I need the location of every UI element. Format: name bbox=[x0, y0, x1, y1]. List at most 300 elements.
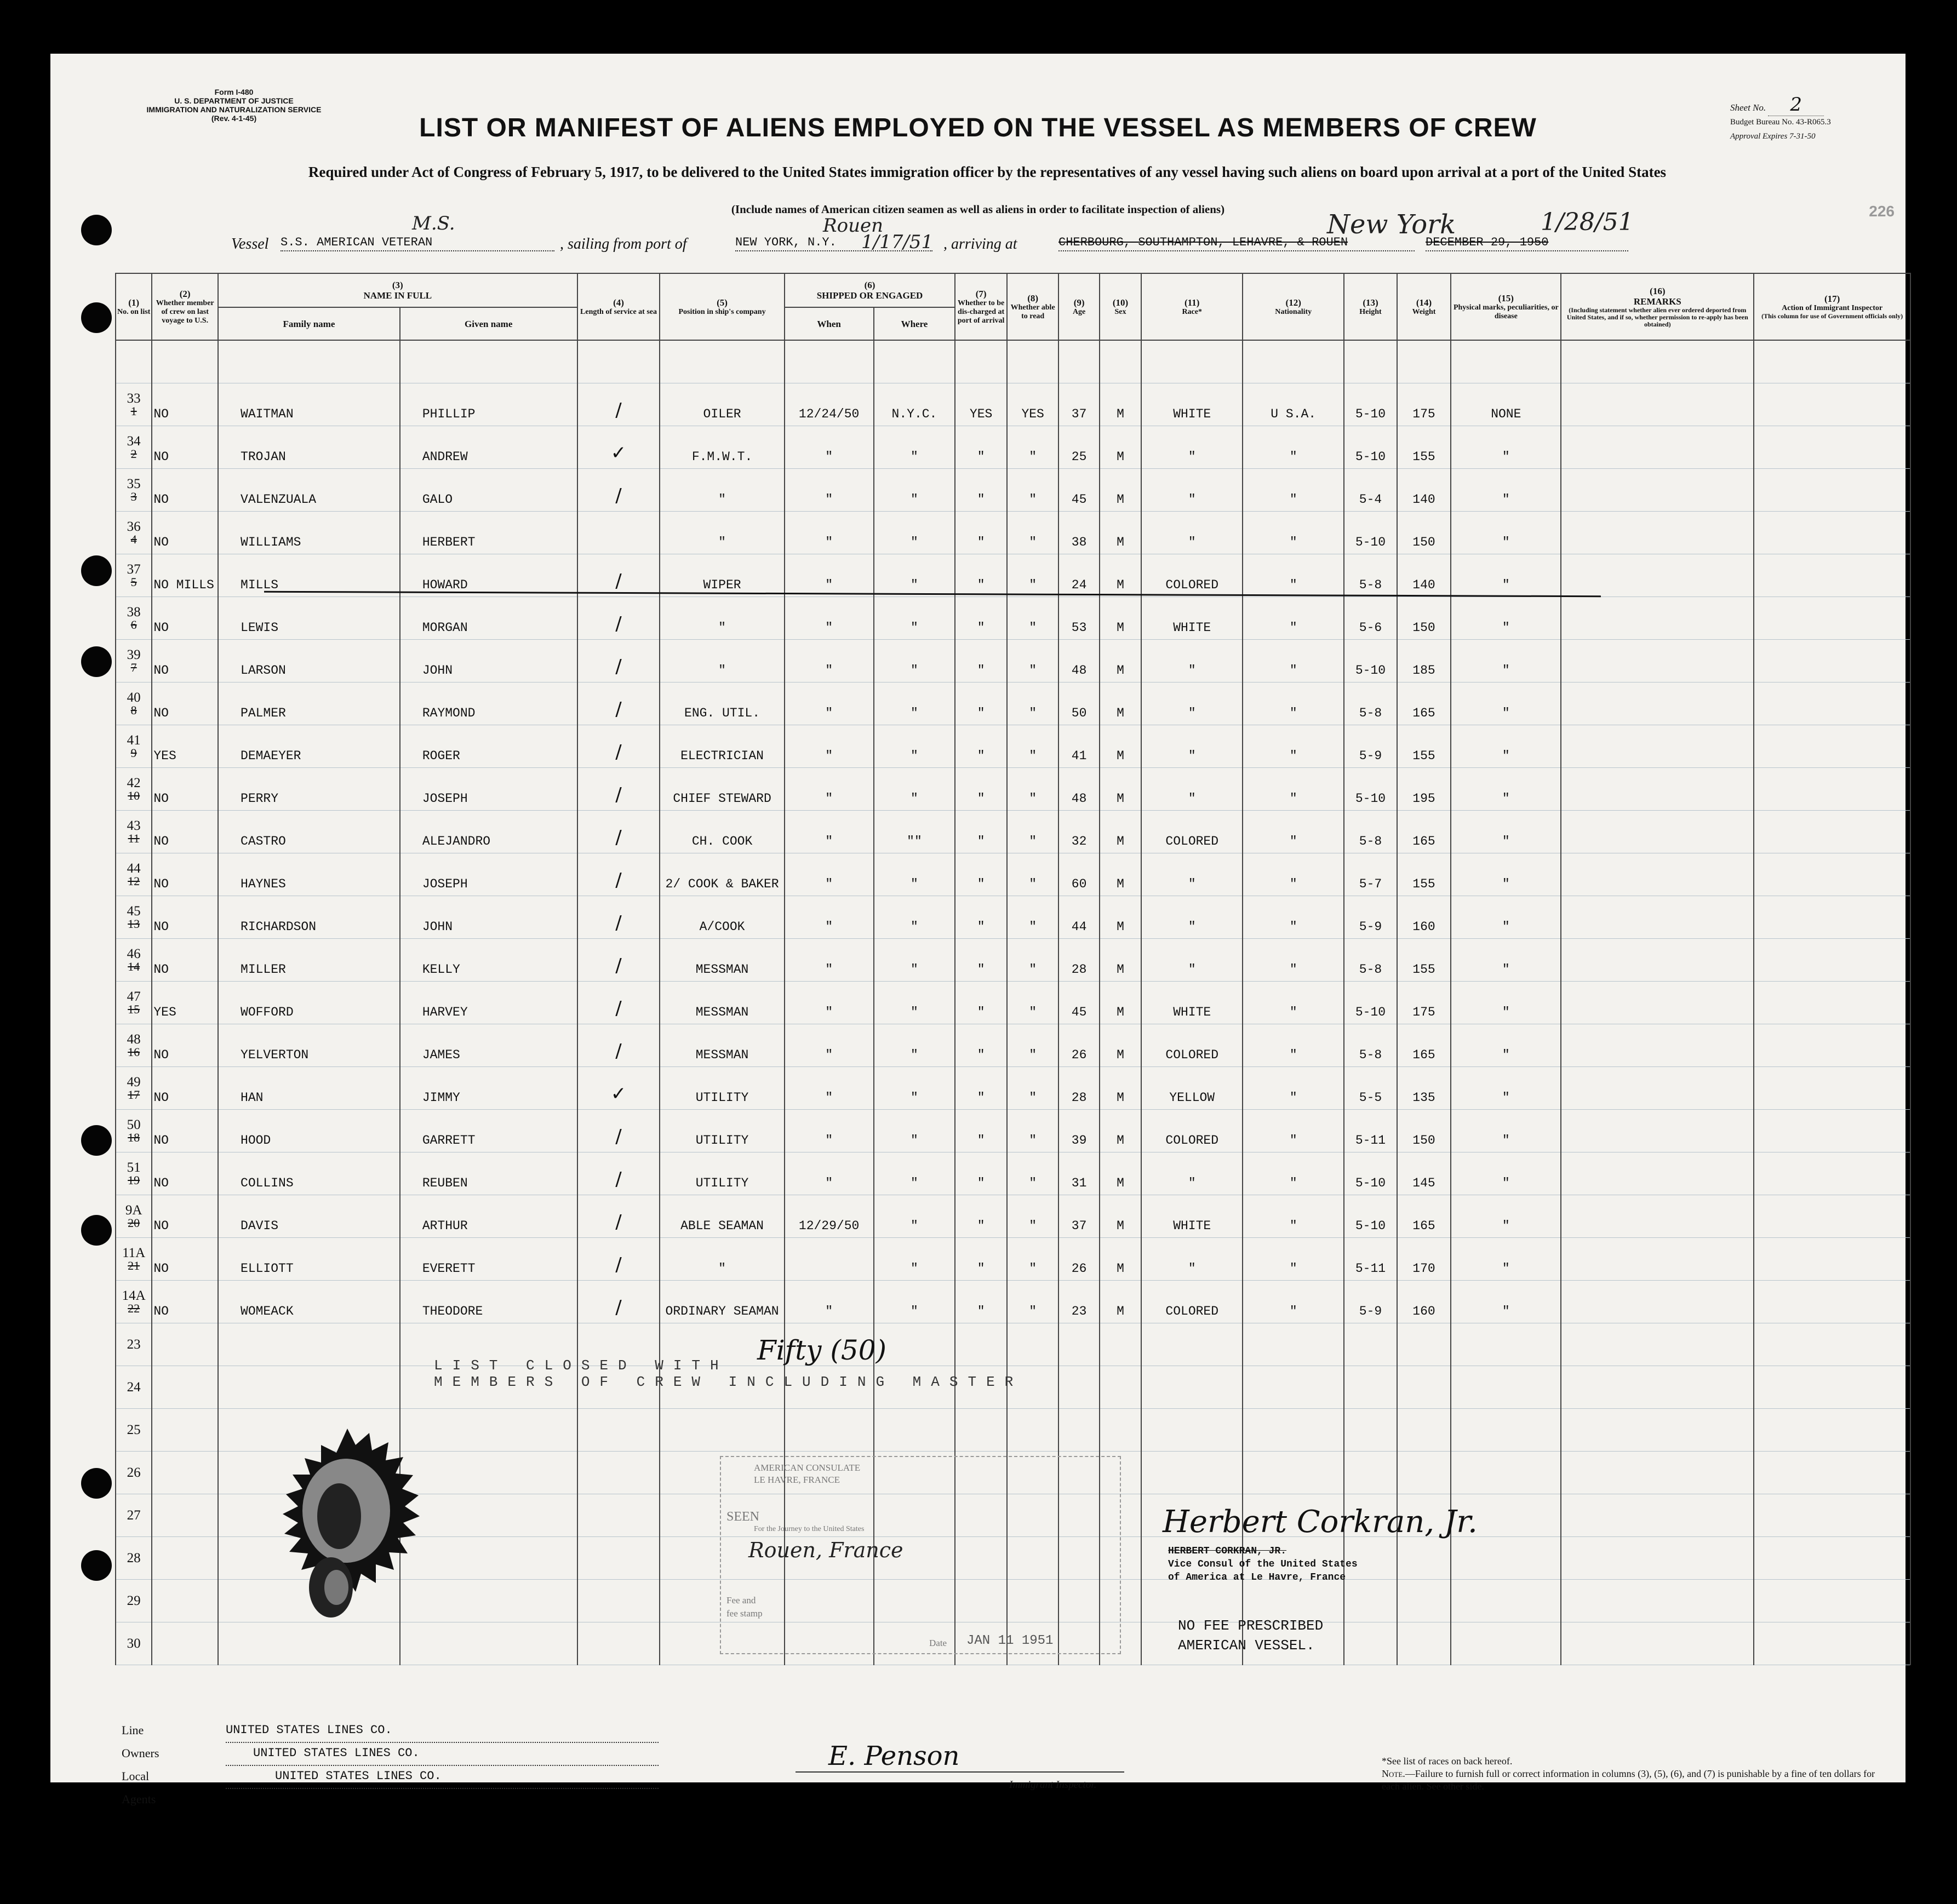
cell-given: HERBERT bbox=[400, 512, 577, 554]
cell-family: PALMER bbox=[218, 683, 400, 725]
fifty-handwritten: Fifty (50) bbox=[757, 1334, 887, 1366]
cell-when: " bbox=[785, 426, 874, 469]
cell-remarks bbox=[1561, 982, 1754, 1024]
cell-given: JIMMY bbox=[400, 1067, 577, 1110]
cell-service: / bbox=[577, 896, 660, 939]
row-number-original: 15 bbox=[128, 1002, 140, 1016]
cell-family: HOOD bbox=[218, 1110, 400, 1152]
cell-height bbox=[1344, 1323, 1397, 1366]
cell-position: MESSMAN bbox=[660, 1024, 784, 1067]
cell-weight bbox=[1397, 1452, 1451, 1494]
row-number-value: 25 bbox=[127, 1422, 141, 1437]
row-number bbox=[116, 1409, 152, 1452]
col-given-header: Given name bbox=[400, 307, 577, 340]
cell-sex bbox=[1100, 1366, 1141, 1409]
cell-service bbox=[577, 1452, 660, 1494]
cell-service: / bbox=[577, 725, 660, 768]
cell-nationality: " bbox=[1243, 768, 1344, 811]
cell-service: / bbox=[577, 1281, 660, 1323]
cell-read: " bbox=[1007, 683, 1059, 725]
cell-remarks bbox=[1561, 1366, 1754, 1409]
cell-height: 5-9 bbox=[1344, 896, 1397, 939]
cell-when: " bbox=[785, 1152, 874, 1195]
cell-height bbox=[1344, 1622, 1397, 1665]
col-race-header: (11) Race* bbox=[1141, 273, 1243, 340]
cell-action bbox=[1754, 1238, 1910, 1281]
cell-position: A/COOK bbox=[660, 896, 784, 939]
cell-action bbox=[1754, 683, 1910, 725]
punch-hole bbox=[81, 1125, 112, 1156]
cell-family: LEWIS bbox=[218, 597, 400, 640]
row-number-original: 18 bbox=[128, 1130, 140, 1144]
cell-height: 5-8 bbox=[1344, 811, 1397, 853]
cell-weight: 150 bbox=[1397, 512, 1451, 554]
consul-title-2: of America at Le Havre, France bbox=[1168, 1572, 1346, 1583]
cell-service bbox=[577, 1409, 660, 1452]
cell-position: ABLE SEAMAN bbox=[660, 1195, 784, 1238]
cell-last: NO bbox=[152, 853, 218, 896]
cell-marks: " bbox=[1451, 1238, 1561, 1281]
cell-marks: " bbox=[1451, 1110, 1561, 1152]
cell-action bbox=[1754, 1323, 1910, 1366]
cell-weight: 175 bbox=[1397, 383, 1451, 426]
cell-age bbox=[1058, 1409, 1099, 1452]
cell-marks: " bbox=[1451, 982, 1561, 1024]
cell-weight bbox=[1397, 1622, 1451, 1665]
cell-age: 44 bbox=[1058, 896, 1099, 939]
table-row bbox=[116, 597, 1910, 640]
cell-given: RAYMOND bbox=[400, 683, 577, 725]
cell-marks: " bbox=[1451, 896, 1561, 939]
cell-family: PERRY bbox=[218, 768, 400, 811]
row-number-original: 20 bbox=[128, 1215, 140, 1230]
cell-race: WHITE bbox=[1141, 982, 1243, 1024]
cell-when: " bbox=[785, 1024, 874, 1067]
row-number bbox=[116, 1622, 152, 1665]
row-number-value: 27 bbox=[127, 1507, 141, 1523]
row-number-original: 2 bbox=[130, 446, 137, 461]
cell-discharged: " bbox=[955, 1067, 1007, 1110]
cell-remarks bbox=[1561, 1622, 1754, 1665]
cell-nationality: " bbox=[1243, 1195, 1344, 1238]
cell-position: WIPER bbox=[660, 554, 784, 597]
cell-remarks bbox=[1561, 768, 1754, 811]
col-where-header: Where bbox=[874, 307, 955, 340]
inspector-label: Immigrant Inspector. bbox=[1009, 1779, 1097, 1791]
col-sex-header: (10) Sex bbox=[1100, 273, 1141, 340]
cell-race bbox=[1141, 1409, 1243, 1452]
cell-weight: 155 bbox=[1397, 853, 1451, 896]
cell-service: / bbox=[577, 597, 660, 640]
cell-race: " bbox=[1141, 768, 1243, 811]
cell-read: " bbox=[1007, 597, 1059, 640]
cell-read: " bbox=[1007, 469, 1059, 512]
row-number-value: 37 bbox=[127, 561, 141, 577]
cell-weight: 165 bbox=[1397, 1195, 1451, 1238]
row-number-original: 10 bbox=[128, 788, 140, 802]
cell-discharged: " bbox=[955, 1110, 1007, 1152]
row-number-value: 48 bbox=[127, 1031, 141, 1047]
cell-action bbox=[1754, 1024, 1910, 1067]
cell-last: NO bbox=[152, 383, 218, 426]
cell-last: NO bbox=[152, 469, 218, 512]
cell-sex: M bbox=[1100, 512, 1141, 554]
cell-nationality: " bbox=[1243, 1152, 1344, 1195]
cell-race: COLORED bbox=[1141, 1110, 1243, 1152]
cell-action bbox=[1754, 1110, 1910, 1152]
cell-family: RICHARDSON bbox=[218, 896, 400, 939]
cell-when: 12/24/50 bbox=[785, 383, 874, 426]
cell-weight: 160 bbox=[1397, 1281, 1451, 1323]
cell-where: "" bbox=[874, 811, 955, 853]
cell-last bbox=[152, 1366, 218, 1409]
cell-discharged: " bbox=[955, 982, 1007, 1024]
service-name: IMMIGRATION AND NATURALIZATION SERVICE bbox=[146, 105, 322, 114]
arrival-ports: CHERBOURG, SOUTHAMPTON, LEHAVRE, & ROUEN bbox=[1058, 236, 1415, 251]
stamp-line-2: LE HAVRE, FRANCE bbox=[754, 1475, 840, 1485]
cell-discharged bbox=[955, 1409, 1007, 1452]
cell-marks: " bbox=[1451, 1024, 1561, 1067]
table-row bbox=[116, 426, 1910, 469]
cell-where: " bbox=[874, 725, 955, 768]
row-number bbox=[116, 1110, 152, 1152]
row-number-value: 49 bbox=[127, 1074, 141, 1089]
cell-nationality: " bbox=[1243, 426, 1344, 469]
cell-family: MILLER bbox=[218, 939, 400, 982]
cell-sex: M bbox=[1100, 1110, 1141, 1152]
cell-discharged: " bbox=[955, 426, 1007, 469]
no-fee-line: NO FEE PRESCRIBED bbox=[1178, 1618, 1324, 1634]
cell-sex: M bbox=[1100, 1067, 1141, 1110]
cell-height: 5-10 bbox=[1344, 383, 1397, 426]
cell-height: 5-9 bbox=[1344, 725, 1397, 768]
cell-given: KELLY bbox=[400, 939, 577, 982]
cell-last: NO bbox=[152, 426, 218, 469]
cell-action bbox=[1754, 1452, 1910, 1494]
table-row bbox=[116, 896, 1910, 939]
cell-last: NO bbox=[152, 811, 218, 853]
cell-weight bbox=[1397, 1323, 1451, 1366]
cell-service: / bbox=[577, 1110, 660, 1152]
cell-discharged: YES bbox=[955, 383, 1007, 426]
cell-weight: 165 bbox=[1397, 811, 1451, 853]
manifest-sheet bbox=[50, 54, 1906, 1806]
cell-read: " bbox=[1007, 896, 1059, 939]
cell-service: / bbox=[577, 982, 660, 1024]
cell-read bbox=[1007, 1409, 1059, 1452]
include-note: (Include names of American citizen seamen as well as aliens in order to facilitate inspection of aliens) bbox=[731, 203, 1225, 216]
col-no-header: (1) No. on list bbox=[116, 273, 152, 340]
row-number bbox=[116, 1238, 152, 1281]
cell-discharged: " bbox=[955, 1195, 1007, 1238]
cell-family: LARSON bbox=[218, 640, 400, 683]
cell-family: MILLS bbox=[218, 554, 400, 597]
cell-discharged: " bbox=[955, 1024, 1007, 1067]
cell-action bbox=[1754, 469, 1910, 512]
cell-height: 5-8 bbox=[1344, 683, 1397, 725]
sailing-port: NEW YORK, N.Y. bbox=[735, 236, 932, 251]
cell-sex: M bbox=[1100, 853, 1141, 896]
punch-hole bbox=[81, 302, 112, 333]
page-stamp-number: 226 bbox=[1869, 203, 1895, 220]
row-number bbox=[116, 811, 152, 853]
cell-last: YES bbox=[152, 982, 218, 1024]
table-row bbox=[116, 1152, 1910, 1195]
cell-read: " bbox=[1007, 1281, 1059, 1323]
col-remarks-header: (16) REMARKS (Including statement whether alien ever ordered deported from United States, and if so, whether permission to re-apply has been obtained) bbox=[1561, 273, 1754, 340]
cell-family: TROJAN bbox=[218, 426, 400, 469]
cell-discharged: " bbox=[955, 469, 1007, 512]
cell-last: NO bbox=[152, 1238, 218, 1281]
cell-where: " bbox=[874, 1238, 955, 1281]
cell-when: 12/29/50 bbox=[785, 1195, 874, 1238]
cell-read: " bbox=[1007, 1024, 1059, 1067]
cell-age: 50 bbox=[1058, 683, 1099, 725]
cell-race: " bbox=[1141, 512, 1243, 554]
table-row bbox=[116, 1110, 1910, 1152]
cell-nationality bbox=[1243, 1409, 1344, 1452]
cell-where: " bbox=[874, 1195, 955, 1238]
cell-read: " bbox=[1007, 1152, 1059, 1195]
cell-race: " bbox=[1141, 853, 1243, 896]
cell-height: 5-11 bbox=[1344, 1238, 1397, 1281]
cell-discharged: " bbox=[955, 1281, 1007, 1323]
table-row bbox=[116, 939, 1910, 982]
cell-race: YELLOW bbox=[1141, 1067, 1243, 1110]
cell-position: MESSMAN bbox=[660, 939, 784, 982]
agents-value: UNITED STATES LINES CO. bbox=[226, 1765, 659, 1789]
cell-nationality: " bbox=[1243, 469, 1344, 512]
cell-family: VALENZUALA bbox=[218, 469, 400, 512]
cell-race: " bbox=[1141, 725, 1243, 768]
col-nationality-header: (12) Nationality bbox=[1243, 273, 1344, 340]
cell-action bbox=[1754, 939, 1910, 982]
cell-where: " bbox=[874, 1152, 955, 1195]
cell-service: ✓ bbox=[577, 1067, 660, 1110]
cell-remarks bbox=[1561, 426, 1754, 469]
cell-service: / bbox=[577, 811, 660, 853]
stamp-date-label: Date bbox=[929, 1638, 947, 1648]
cell-when bbox=[785, 1409, 874, 1452]
stamp-fee-stamp: fee stamp bbox=[726, 1608, 763, 1619]
consul-signature: Herbert Corkran, Jr. bbox=[1163, 1504, 1478, 1540]
cell-position: UTILITY bbox=[660, 1110, 784, 1152]
cell-where: " bbox=[874, 683, 955, 725]
cell-position: " bbox=[660, 640, 784, 683]
cell-discharged: " bbox=[955, 640, 1007, 683]
cell-sex: M bbox=[1100, 469, 1141, 512]
row-number-value: 38 bbox=[127, 604, 141, 620]
cell-service bbox=[577, 1537, 660, 1580]
cell-given: REUBEN bbox=[400, 1152, 577, 1195]
cell-when: " bbox=[785, 939, 874, 982]
row-number-value: 29 bbox=[127, 1593, 141, 1608]
cell-marks: " bbox=[1451, 1152, 1561, 1195]
cell-where: " bbox=[874, 1024, 955, 1067]
cell-action bbox=[1754, 768, 1910, 811]
cell-age: 37 bbox=[1058, 383, 1099, 426]
cell-weight: 155 bbox=[1397, 426, 1451, 469]
cell-marks: " bbox=[1451, 1067, 1561, 1110]
row-number-value: 39 bbox=[127, 647, 141, 662]
row-number bbox=[116, 896, 152, 939]
cell-given: JAMES bbox=[400, 1024, 577, 1067]
cell-marks: " bbox=[1451, 640, 1561, 683]
cell-given: ALEJANDRO bbox=[400, 811, 577, 853]
cell-race: COLORED bbox=[1141, 811, 1243, 853]
stamp-date: JAN 11 1951 bbox=[966, 1633, 1054, 1648]
row-number-original: 22 bbox=[128, 1301, 140, 1315]
cell-action bbox=[1754, 1195, 1910, 1238]
cell-read: " bbox=[1007, 1238, 1059, 1281]
row-number-value: 30 bbox=[127, 1636, 141, 1651]
cell-age: 26 bbox=[1058, 1238, 1099, 1281]
table-row bbox=[116, 768, 1910, 811]
col-marks-header: (15) Physical marks, peculiarities, or disease bbox=[1451, 273, 1561, 340]
cell-race: " bbox=[1141, 1152, 1243, 1195]
cell-service bbox=[577, 1622, 660, 1665]
table-row bbox=[116, 683, 1910, 725]
cell-action bbox=[1754, 1366, 1910, 1409]
cell-discharged: " bbox=[955, 597, 1007, 640]
cell-last: NO bbox=[152, 1067, 218, 1110]
cell-remarks bbox=[1561, 1580, 1754, 1622]
cell-remarks bbox=[1561, 640, 1754, 683]
cell-race: WHITE bbox=[1141, 383, 1243, 426]
cell-age: 38 bbox=[1058, 512, 1099, 554]
row-number-value: 45 bbox=[127, 903, 141, 919]
cell-action bbox=[1754, 811, 1910, 853]
table-row bbox=[116, 1024, 1910, 1067]
cell-marks bbox=[1451, 1366, 1561, 1409]
cell-race: COLORED bbox=[1141, 554, 1243, 597]
cell-marks: " bbox=[1451, 426, 1561, 469]
cell-given: JOSEPH bbox=[400, 768, 577, 811]
cell-discharged: " bbox=[955, 683, 1007, 725]
consul-title-1: Vice Consul of the United States bbox=[1168, 1559, 1358, 1570]
cell-sex: M bbox=[1100, 982, 1141, 1024]
cell-height: 5-10 bbox=[1344, 1152, 1397, 1195]
cell-marks bbox=[1451, 1537, 1561, 1580]
cell-where: N.Y.C. bbox=[874, 383, 955, 426]
sailing-label: , sailing from port of bbox=[560, 236, 687, 253]
cell-height: 5-10 bbox=[1344, 1195, 1397, 1238]
cell-sex: M bbox=[1100, 1152, 1141, 1195]
cell-given: GALO bbox=[400, 469, 577, 512]
cell-remarks bbox=[1561, 1494, 1754, 1537]
cell-height: 5-8 bbox=[1344, 939, 1397, 982]
cell-family: DEMAEYER bbox=[218, 725, 400, 768]
row-number-value: 28 bbox=[127, 1550, 141, 1565]
row-number-value: 24 bbox=[127, 1379, 141, 1395]
cell-given: GARRETT bbox=[400, 1110, 577, 1152]
budget-number: Budget Bureau No. 43-R065.3 bbox=[1730, 118, 1831, 127]
cell-race: COLORED bbox=[1141, 1281, 1243, 1323]
cell-sex: M bbox=[1100, 939, 1141, 982]
cell-position: UTILITY bbox=[660, 1152, 784, 1195]
cell-action bbox=[1754, 1409, 1910, 1452]
cell-given: HARVEY bbox=[400, 982, 577, 1024]
cell-weight: 140 bbox=[1397, 554, 1451, 597]
row-number-value: 42 bbox=[127, 775, 141, 790]
row-number-value: 41 bbox=[127, 732, 141, 748]
cell-position bbox=[660, 1409, 784, 1452]
cell-given: JOHN bbox=[400, 640, 577, 683]
cell-age: 28 bbox=[1058, 939, 1099, 982]
cell-when: " bbox=[785, 768, 874, 811]
sheet-number: 2 bbox=[1768, 94, 1824, 116]
cell-sex: M bbox=[1100, 1024, 1141, 1067]
department-name: U. S. DEPARTMENT OF JUSTICE bbox=[174, 96, 294, 105]
cell-service: / bbox=[577, 768, 660, 811]
cell-discharged: " bbox=[955, 725, 1007, 768]
cell-weight: 150 bbox=[1397, 1110, 1451, 1152]
cell-nationality: " bbox=[1243, 1067, 1344, 1110]
cell-read: " bbox=[1007, 725, 1059, 768]
cell-last: NO bbox=[152, 1152, 218, 1195]
table-row bbox=[116, 1195, 1910, 1238]
punch-hole bbox=[81, 1550, 112, 1581]
cell-age: 45 bbox=[1058, 982, 1099, 1024]
cell-nationality bbox=[1243, 1366, 1344, 1409]
cell-given: THEODORE bbox=[400, 1281, 577, 1323]
cell-action bbox=[1754, 640, 1910, 683]
cell-discharged: " bbox=[955, 554, 1007, 597]
cell-action bbox=[1754, 1622, 1910, 1665]
cell-race: " bbox=[1141, 640, 1243, 683]
cell-marks: " bbox=[1451, 554, 1561, 597]
cell-marks: " bbox=[1451, 597, 1561, 640]
cell-where bbox=[874, 1409, 955, 1452]
cell-age: 37 bbox=[1058, 1195, 1099, 1238]
stamp-rouen-handwritten: Rouen, France bbox=[748, 1538, 903, 1562]
cell-height: 5-4 bbox=[1344, 469, 1397, 512]
col-when-header: When bbox=[785, 307, 874, 340]
row-number-value: 50 bbox=[127, 1117, 141, 1132]
row-number-original: 8 bbox=[130, 703, 137, 717]
cell-weight: 170 bbox=[1397, 1238, 1451, 1281]
cell-when: " bbox=[785, 982, 874, 1024]
cell-remarks bbox=[1561, 939, 1754, 982]
arriving-label: , arriving at bbox=[943, 236, 1017, 253]
cell-action bbox=[1754, 426, 1910, 469]
cell-action bbox=[1754, 1537, 1910, 1580]
owners-value: UNITED STATES LINES CO. bbox=[226, 1742, 659, 1766]
cell-height bbox=[1344, 1366, 1397, 1409]
row-number-value: 9A bbox=[125, 1202, 142, 1218]
cell-position: " bbox=[660, 1238, 784, 1281]
cell-read: " bbox=[1007, 512, 1059, 554]
row-number bbox=[116, 1281, 152, 1323]
owners-label: Owners bbox=[122, 1746, 159, 1760]
consulate-stamp bbox=[720, 1456, 1121, 1654]
cell-family: CASTRO bbox=[218, 811, 400, 853]
cell-service: / bbox=[577, 1152, 660, 1195]
cell-family: HAN bbox=[218, 1067, 400, 1110]
list-closed-text bbox=[434, 1357, 1023, 1390]
cell-given: PHILLIP bbox=[400, 383, 577, 426]
cell-service: / bbox=[577, 383, 660, 426]
cell-remarks bbox=[1561, 1152, 1754, 1195]
arrival-date: DECEMBER 29, 1950 bbox=[1426, 236, 1628, 251]
cell-race: COLORED bbox=[1141, 1024, 1243, 1067]
cell-remarks bbox=[1561, 1409, 1754, 1452]
cell-sex: M bbox=[1100, 554, 1141, 597]
closed-line-1: LIST CLOSED WITH bbox=[434, 1357, 729, 1374]
row-number bbox=[116, 768, 152, 811]
consul-block bbox=[1168, 1545, 1358, 1584]
cell-service bbox=[577, 512, 660, 554]
